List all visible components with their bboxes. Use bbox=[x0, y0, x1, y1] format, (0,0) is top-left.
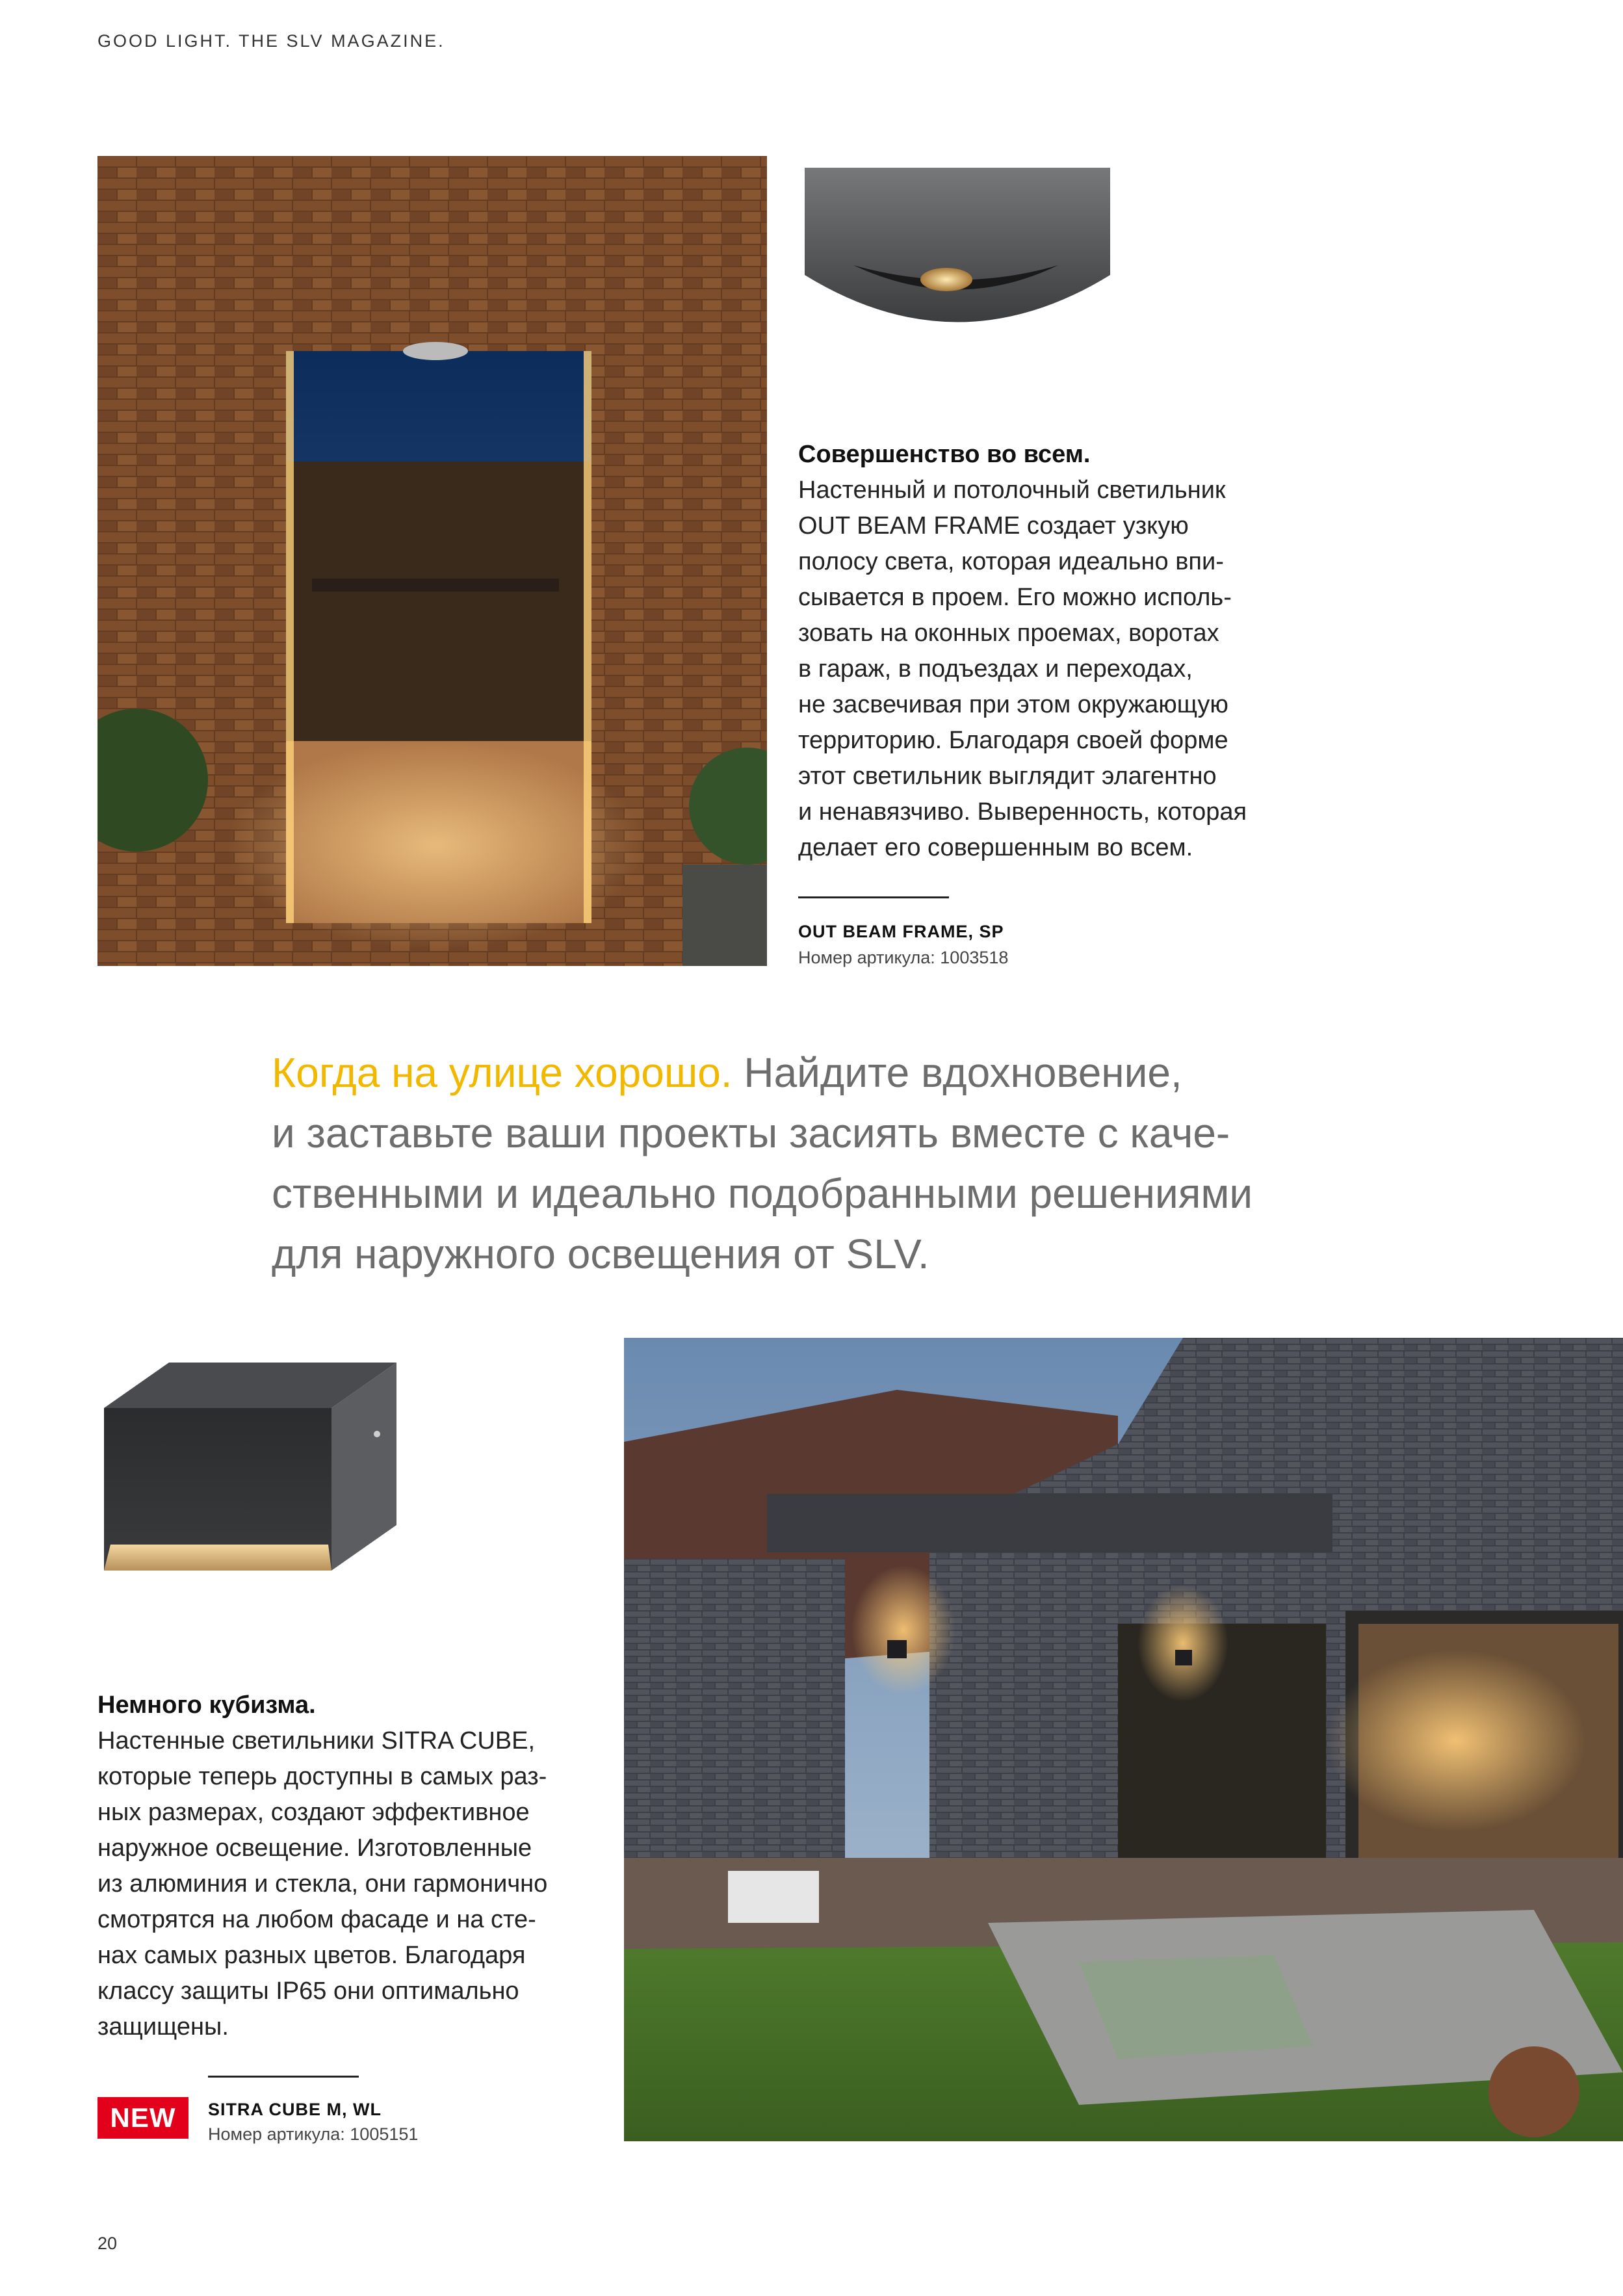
section2-line: классу защиты IP65 они оптимально bbox=[97, 1977, 519, 2005]
section1-product-name: OUT BEAM FRAME, SP bbox=[798, 922, 1004, 941]
section2-line: из алюминия и стекла, они гармонично bbox=[97, 1870, 548, 1898]
magazine-header: GOOD LIGHT. THE SLV MAGAZINE. bbox=[97, 31, 445, 51]
section1-line: OUT BEAM FRAME создает узкую bbox=[798, 512, 1189, 540]
section2-line: ных размерах, создают эффективное bbox=[97, 1799, 530, 1826]
section1-line: и ненавязчиво. Выверенность, которая bbox=[798, 798, 1247, 826]
section1-line: сывается в проем. Его можно исполь- bbox=[798, 584, 1232, 611]
section1-text bbox=[798, 437, 1487, 866]
page-number: 20 bbox=[97, 2234, 118, 2253]
section1-heading: Совершенство во всем. bbox=[798, 441, 1091, 468]
section2-line: наружное освещение. Изготовленные bbox=[97, 1834, 532, 1862]
section2-line: защищены. bbox=[97, 2013, 229, 2041]
section1-line: этот светильник выглядит элагентно bbox=[798, 763, 1217, 790]
section2-line: смотрятся на любом фасаде и на сте- bbox=[97, 1906, 536, 1933]
quote-line: и заставьте ваши проекты засиять вместе с каче- bbox=[272, 1110, 1230, 1156]
section2-line: которые теперь доступны в самых раз- bbox=[97, 1763, 547, 1790]
section1-divider bbox=[798, 896, 949, 898]
section1-product-number: Номер артикула: 1003518 bbox=[798, 948, 1009, 967]
pull-quote bbox=[272, 1043, 1312, 1285]
section1-line: зовать на оконных проемах, воротах bbox=[798, 620, 1219, 647]
sitra-cube-image bbox=[97, 1350, 403, 1584]
section2-text bbox=[97, 1688, 617, 2045]
quote-line bbox=[272, 1043, 1312, 1103]
brick-doorway-photo bbox=[97, 156, 767, 966]
quote-highlight: Когда на улице хорошо. bbox=[272, 1049, 733, 1096]
section1-line: полосу света, которая идеально впи- bbox=[798, 548, 1224, 575]
out-beam-frame-image bbox=[798, 155, 1117, 356]
quote-line-text: Найдите вдохновение, bbox=[744, 1049, 1182, 1096]
quote-line: ственными и идеально подобранными решениями bbox=[272, 1170, 1253, 1217]
quote-line: для наружного освещения от SLV. bbox=[272, 1231, 929, 1277]
section1-line: территорию. Благодаря своей форме bbox=[798, 727, 1228, 754]
section2-product-number: Номер артикула: 1005151 bbox=[208, 2124, 419, 2144]
section2-product-name: SITRA CUBE M, WL bbox=[208, 2100, 382, 2119]
section1-line: делает его совершенным во всем. bbox=[798, 834, 1193, 861]
section1-line: Настенный и потолочный светильник bbox=[798, 476, 1226, 504]
section2-divider bbox=[208, 2076, 359, 2078]
section2-heading: Немного кубизма. bbox=[97, 1691, 316, 1719]
new-badge: NEW bbox=[97, 2097, 188, 2139]
section2-line: Настенные светильники SITRA CUBE, bbox=[97, 1727, 536, 1755]
house-patio-photo bbox=[624, 1338, 1623, 2141]
section1-line: не засвечивая при этом окружающую bbox=[798, 691, 1228, 718]
section1-line: в гараж, в подъездах и переходах, bbox=[798, 655, 1193, 683]
section2-line: нах самых разных цветов. Благодаря bbox=[97, 1942, 526, 1969]
